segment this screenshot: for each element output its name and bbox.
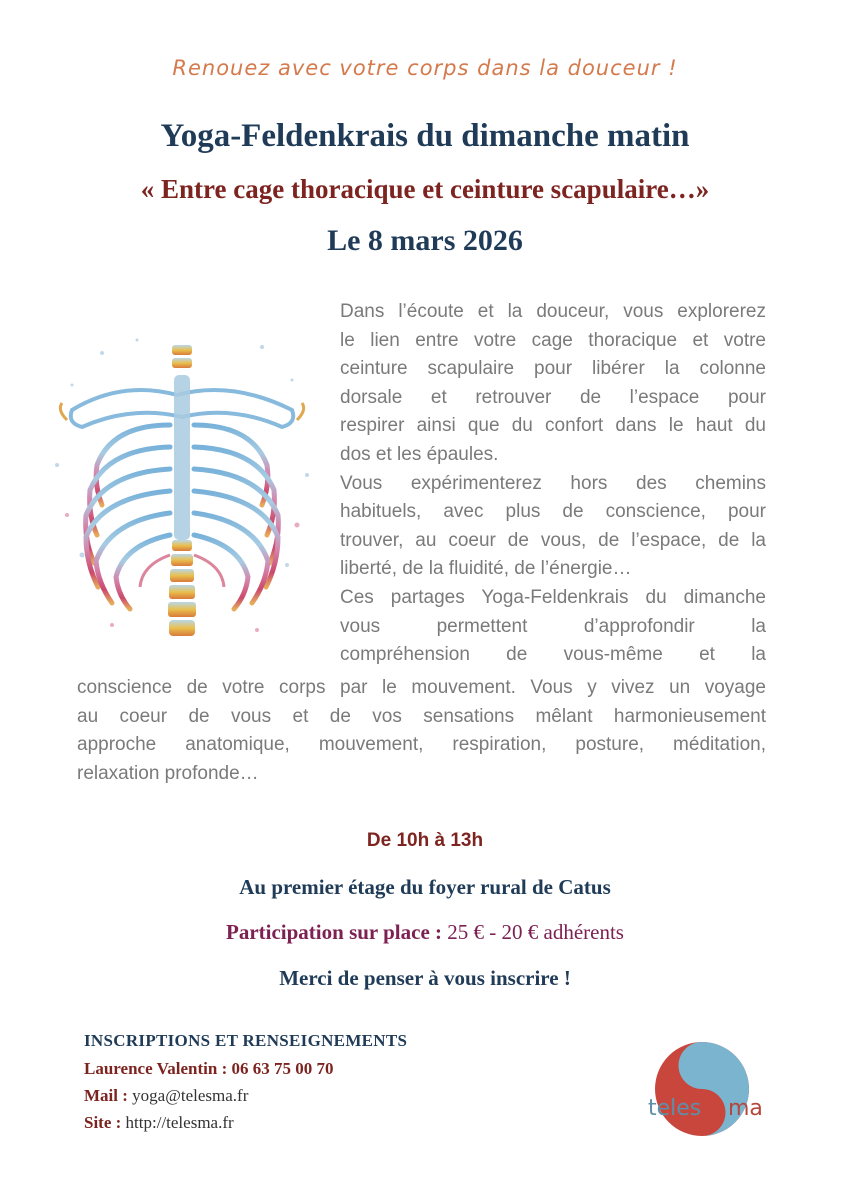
event-venue: Au premier étage du foyer rural de Catus — [239, 875, 611, 899]
page-title: Yoga-Feldenkrais du dimanche matin — [160, 118, 690, 154]
description-full-line: conscience de votre corps par le mouvement. Vous y vivez un voyage — [77, 677, 766, 698]
description-full-line: relaxation profonde… — [77, 762, 259, 784]
contact-block — [84, 1031, 407, 1139]
site-label: Site : — [84, 1113, 122, 1132]
contact-site — [84, 1112, 407, 1133]
description-col-line: liberté, de la fluidité, de l’énergie… — [340, 558, 632, 580]
telesma-logo — [645, 1037, 770, 1142]
description-col-line: dos et les épaules. — [340, 443, 499, 465]
description-col-line: trouver, au coeur de vous, de l’espace, de la — [340, 529, 766, 551]
logo-text-left: teles — [648, 1096, 702, 1121]
description-full-line: au coeur de vous et de vos sensations mêlant harmonieusement — [77, 705, 766, 727]
description-col-line: compréhension de vous-même et la — [340, 644, 766, 666]
event-price — [0, 920, 850, 945]
description-col-line: ceinture scapulaire pour libérer la colonne — [340, 358, 766, 380]
price-value: 25 € - 20 € adhérents — [442, 920, 624, 944]
description-col-line: vous permettent d’approfondir la — [340, 615, 766, 637]
event-date: Le 8 mars 2026 — [327, 224, 523, 257]
description-col-line: dorsale et retrouver de l’espace pour — [340, 386, 766, 408]
price-label: Participation sur place : — [226, 920, 443, 944]
contact-mail — [84, 1085, 407, 1106]
description-col-line: Vous expérimenterez hors des chemins — [340, 472, 766, 494]
description-full-line: approche anatomique, mouvement, respiration, posture, méditation, — [77, 734, 766, 756]
description-col-line: Dans l’écoute et la douceur, vous explorerez — [340, 301, 766, 322]
description-col-line: habituels, avec plus de conscience, pour — [340, 501, 766, 523]
logo-text-right: ma — [728, 1096, 763, 1121]
description-full-text — [77, 674, 766, 788]
rib-cage-illustration — [42, 325, 322, 650]
contact-person — [84, 1058, 407, 1079]
description-full — [77, 674, 766, 788]
mail-link[interactable]: yoga@telesma.fr — [127, 1086, 249, 1105]
contact-person-text: Laurence Valentin : 06 63 75 00 70 — [84, 1059, 334, 1078]
event-hours: De 10h à 13h — [366, 830, 484, 851]
description-column — [340, 298, 766, 670]
contact-heading: INSCRIPTIONS ET RENSEIGNEMENTS — [84, 1031, 408, 1050]
description-col-line: respirer ainsi que du confort dans le haut du — [340, 415, 766, 437]
tagline: Renouez avec votre corps dans la douceur ! — [172, 56, 678, 80]
description-col-line: Ces partages Yoga-Feldenkrais du dimanche — [340, 586, 766, 608]
registration-reminder: Merci de penser à vous inscrire ! — [279, 966, 571, 990]
description-column-text — [340, 298, 766, 670]
site-link[interactable]: http://telesma.fr — [121, 1113, 234, 1132]
description-col-line: le lien entre votre cage thoracique et votre — [340, 329, 766, 351]
mail-label: Mail : — [84, 1086, 128, 1105]
subtitle: « Entre cage thoracique et ceinture scapulaire…» — [140, 174, 710, 204]
